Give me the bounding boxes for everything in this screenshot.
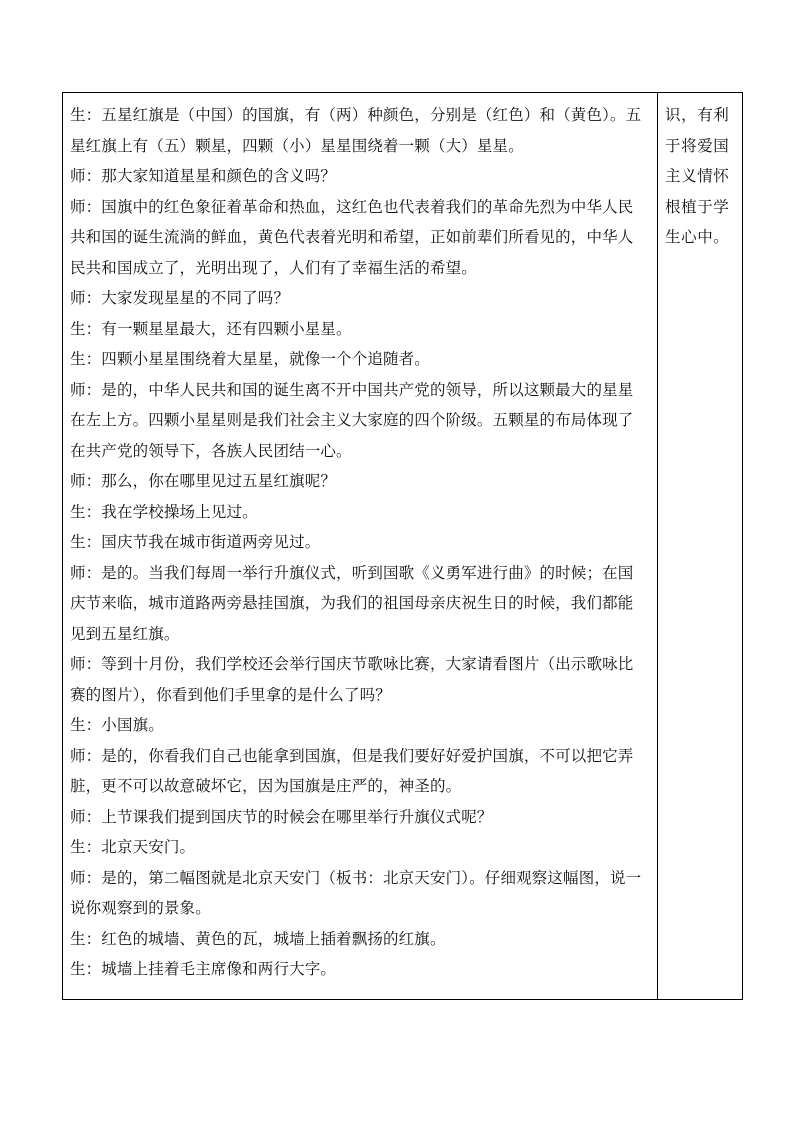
intent-line: 主义情怀 bbox=[665, 167, 730, 185]
dialogue-line: 师：是的。当我们每周一举行升旗仪式，听到国歌《义勇军进行曲》的时候；在国 bbox=[70, 563, 634, 582]
dialogue-line: 生：五星红旗是（中国）的国旗，有（两）种颜色，分别是（红色）和（黄色）。五 bbox=[70, 106, 642, 124]
dialogue-line: 生：国庆节我在城市街道两旁见过。 bbox=[70, 533, 321, 551]
dialogue-line: 生：有一颗星星最大，还有四颗小星星。 bbox=[70, 319, 352, 338]
dialogue-line: 生：我在学校操场上见过。 bbox=[70, 502, 258, 521]
dialogue-line: 赛的图片），你看到他们手里拿的是什么了吗？ bbox=[70, 685, 391, 704]
dialogue-line: 脏，更不可以故意破坏它，因为国旗是庄严的，神圣的。 bbox=[70, 777, 462, 795]
dialogue-line: 师：上节课我们提到国庆节的时候会在哪里举行升旗仪式呢？ bbox=[70, 807, 493, 826]
dialogue-cell bbox=[63, 93, 658, 999]
dialogue-line: 师：是的，中华人民共和国的诞生离不开中国共产党的领导，所以这颗最大的星星 bbox=[70, 380, 634, 399]
dialogue-line: 说你观察到的景象。 bbox=[70, 899, 211, 917]
dialogue-line: 师：大家发现星星的不同了吗？ bbox=[70, 289, 290, 307]
dialogue-line: 共和国的诞生流淌的鲜血，黄色代表着光明和希望，正如前辈们所看见的，中华人 bbox=[70, 228, 634, 246]
dialogue-line: 生：北京天安门。 bbox=[70, 838, 196, 856]
dialogue-line: 生：小国旗。 bbox=[70, 716, 164, 734]
dialogue-line: 师：等到十月份，我们学校还会举行国庆节歌咏比赛，大家请看图片（出示歌咏比 bbox=[70, 655, 634, 673]
dialogue-line: 在共产党的领导下，各族人民团结一心。 bbox=[70, 441, 352, 460]
dialogue-line: 师：那么，你在哪里见过五星红旗呢？ bbox=[70, 472, 337, 490]
dialogue-line: 生：四颗小星星围绕着大星星，就像一个个追随者。 bbox=[70, 350, 430, 368]
design-intent-cell bbox=[658, 93, 742, 999]
dialogue-line: 星红旗上有（五）颗星，四颗（小）星星围绕着一颗（大）星星。 bbox=[70, 136, 524, 155]
dialogue-line: 民共和国成立了，光明出现了，人们有了幸福生活的希望。 bbox=[70, 258, 477, 277]
lesson-table bbox=[62, 92, 743, 1000]
dialogue-line: 见到五星红旗。 bbox=[70, 624, 180, 643]
dialogue-line: 生：城墙上挂着毛主席像和两行大字。 bbox=[70, 960, 337, 978]
dialogue-line: 师：那大家知道星星和颜色的含义吗？ bbox=[70, 167, 337, 185]
intent-line: 识，有利 bbox=[665, 106, 730, 124]
dialogue-line: 生：红色的城墙、黄色的瓦，城墙上插着飘扬的红旗。 bbox=[70, 929, 446, 948]
intent-line: 根植于学 bbox=[665, 197, 730, 216]
intent-line: 生心中。 bbox=[665, 228, 730, 246]
dialogue-line: 在左上方。四颗小星星则是我们社会主义大家庭的四个阶级。五颗星的布局体现了 bbox=[70, 411, 634, 429]
dialogue-line: 师：国旗中的红色象征着革命和热血，这红色也代表着我们的革命先烈为中华人民 bbox=[70, 197, 634, 216]
dialogue-line: 师：是的，你看我们自己也能拿到国旗，但是我们要好好爱护国旗，不可以把它弄 bbox=[70, 746, 634, 765]
dialogue-line: 庆节来临，城市道路两旁悬挂国旗，为我们的祖国母亲庆祝生日的时候，我们都能 bbox=[70, 594, 634, 612]
dialogue-line: 师：是的，第二幅图就是北京天安门（板书：北京天安门）。仔细观察这幅图，说一 bbox=[70, 868, 642, 887]
intent-line: 于将爱国 bbox=[665, 136, 730, 155]
